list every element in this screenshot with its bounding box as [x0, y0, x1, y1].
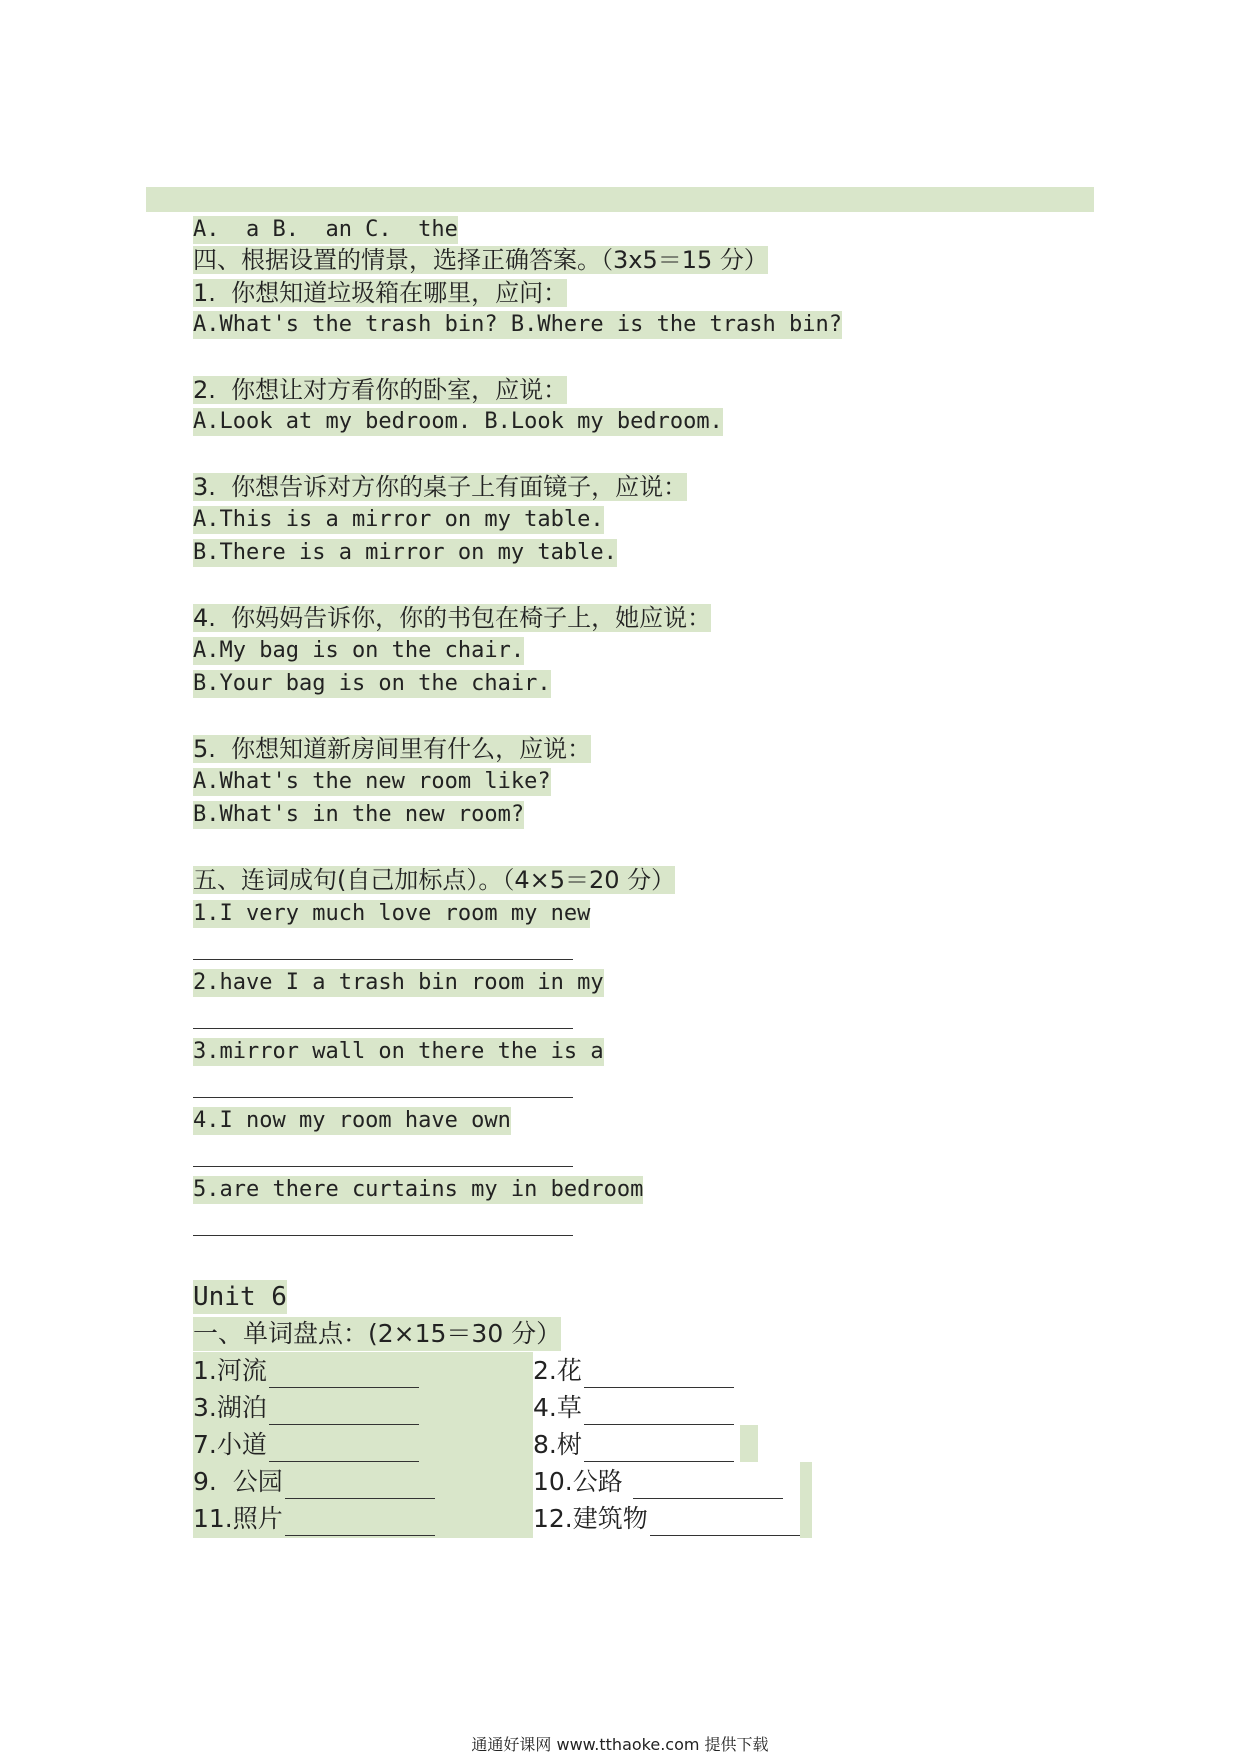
vocab-item-10: 10.公路: [533, 1465, 783, 1499]
vocab-blank: [285, 1509, 435, 1536]
reorder-item-1: 1.I very much love room my new: [193, 901, 591, 926]
unit-heading: Unit 6: [193, 1282, 287, 1312]
vocab-blank: [269, 1398, 419, 1425]
highlight-bar: [146, 187, 1094, 212]
q2-prompt: 2. 你想让对方看你的卧室，应说：: [193, 376, 568, 404]
answer-line-1: [193, 958, 573, 960]
vocab-edge-bg-1: [740, 1425, 758, 1462]
vocab-blank: [584, 1435, 734, 1462]
q5-prompt: 5. 你想知道新房间里有什么，应说：: [193, 735, 592, 763]
reorder-item-2: 2.have I a trash bin room in my: [193, 970, 604, 995]
section4-title: 四、根据设置的情景，选择正确答案。（3x5＝15 分）: [193, 246, 768, 274]
vocab-item-7: 7.小道: [193, 1428, 419, 1462]
vocab-item-4: 4.草: [533, 1391, 734, 1425]
vocab-edge-bg-2: [800, 1462, 812, 1538]
q1-prompt: 1. 你想知道垃圾箱在哪里，应问：: [193, 279, 568, 307]
q5-option-b: B.What's in the new room?: [193, 802, 525, 827]
q3-prompt: 3. 你想告诉对方你的桌子上有面镜子，应说：: [193, 473, 688, 501]
q5-option-a: A.What's the new room like?: [193, 769, 551, 794]
answer-line-4: [193, 1165, 573, 1167]
vocab-item-8: 8.树: [533, 1428, 734, 1462]
vocab-blank: [584, 1398, 734, 1425]
vocab-blank: [584, 1361, 734, 1388]
q3-option-b: B.There is a mirror on my table.: [193, 540, 617, 565]
reorder-item-3: 3.mirror wall on there the is a: [193, 1039, 604, 1064]
footer-text: 通通好课网 www.tthaoke.com 提供下载: [471, 1735, 769, 1754]
unit6-title: 一、单词盘点：(2×15＝30 分）: [193, 1317, 561, 1351]
vocab-item-12: 12.建筑物: [533, 1502, 800, 1536]
vocab-blank: [285, 1472, 435, 1499]
q3-option-a: A.This is a mirror on my table.: [193, 507, 604, 532]
vocab-blank: [650, 1509, 800, 1536]
section5-title: 五、连词成句(自己加标点）。（4×5＝20 分）: [193, 866, 676, 894]
q1-options: A.What's the trash bin? B.Where is the trash bin?: [193, 312, 843, 337]
vocab-item-9: 9. 公园: [193, 1465, 435, 1499]
answer-line-2: [193, 1027, 573, 1029]
reorder-item-5: 5.are there curtains my in bedroom: [193, 1177, 644, 1202]
vocab-blank: [269, 1435, 419, 1462]
q2-options: A.Look at my bedroom. B.Look my bedroom.: [193, 409, 723, 434]
answer-line-5: [193, 1234, 573, 1236]
vocab-item-2: 2.花: [533, 1354, 734, 1388]
vocab-col-gap-bg: [433, 1352, 533, 1538]
vocab-item-3: 3.湖泊: [193, 1391, 419, 1425]
vocab-item-11: 11.照片: [193, 1502, 435, 1536]
vocab-blank: [633, 1472, 783, 1499]
vocab-blank: [269, 1361, 419, 1388]
reorder-item-4: 4.I now my room have own: [193, 1108, 511, 1133]
section3-options: A. a B. an C. the: [193, 217, 458, 242]
vocab-item-1: 1.河流: [193, 1354, 419, 1388]
q4-option-a: A.My bag is on the chair.: [193, 638, 525, 663]
q4-prompt: 4. 你妈妈告诉你，你的书包在椅子上，她应说：: [193, 604, 712, 632]
q4-option-b: B.Your bag is on the chair.: [193, 671, 551, 696]
answer-line-3: [193, 1096, 573, 1098]
